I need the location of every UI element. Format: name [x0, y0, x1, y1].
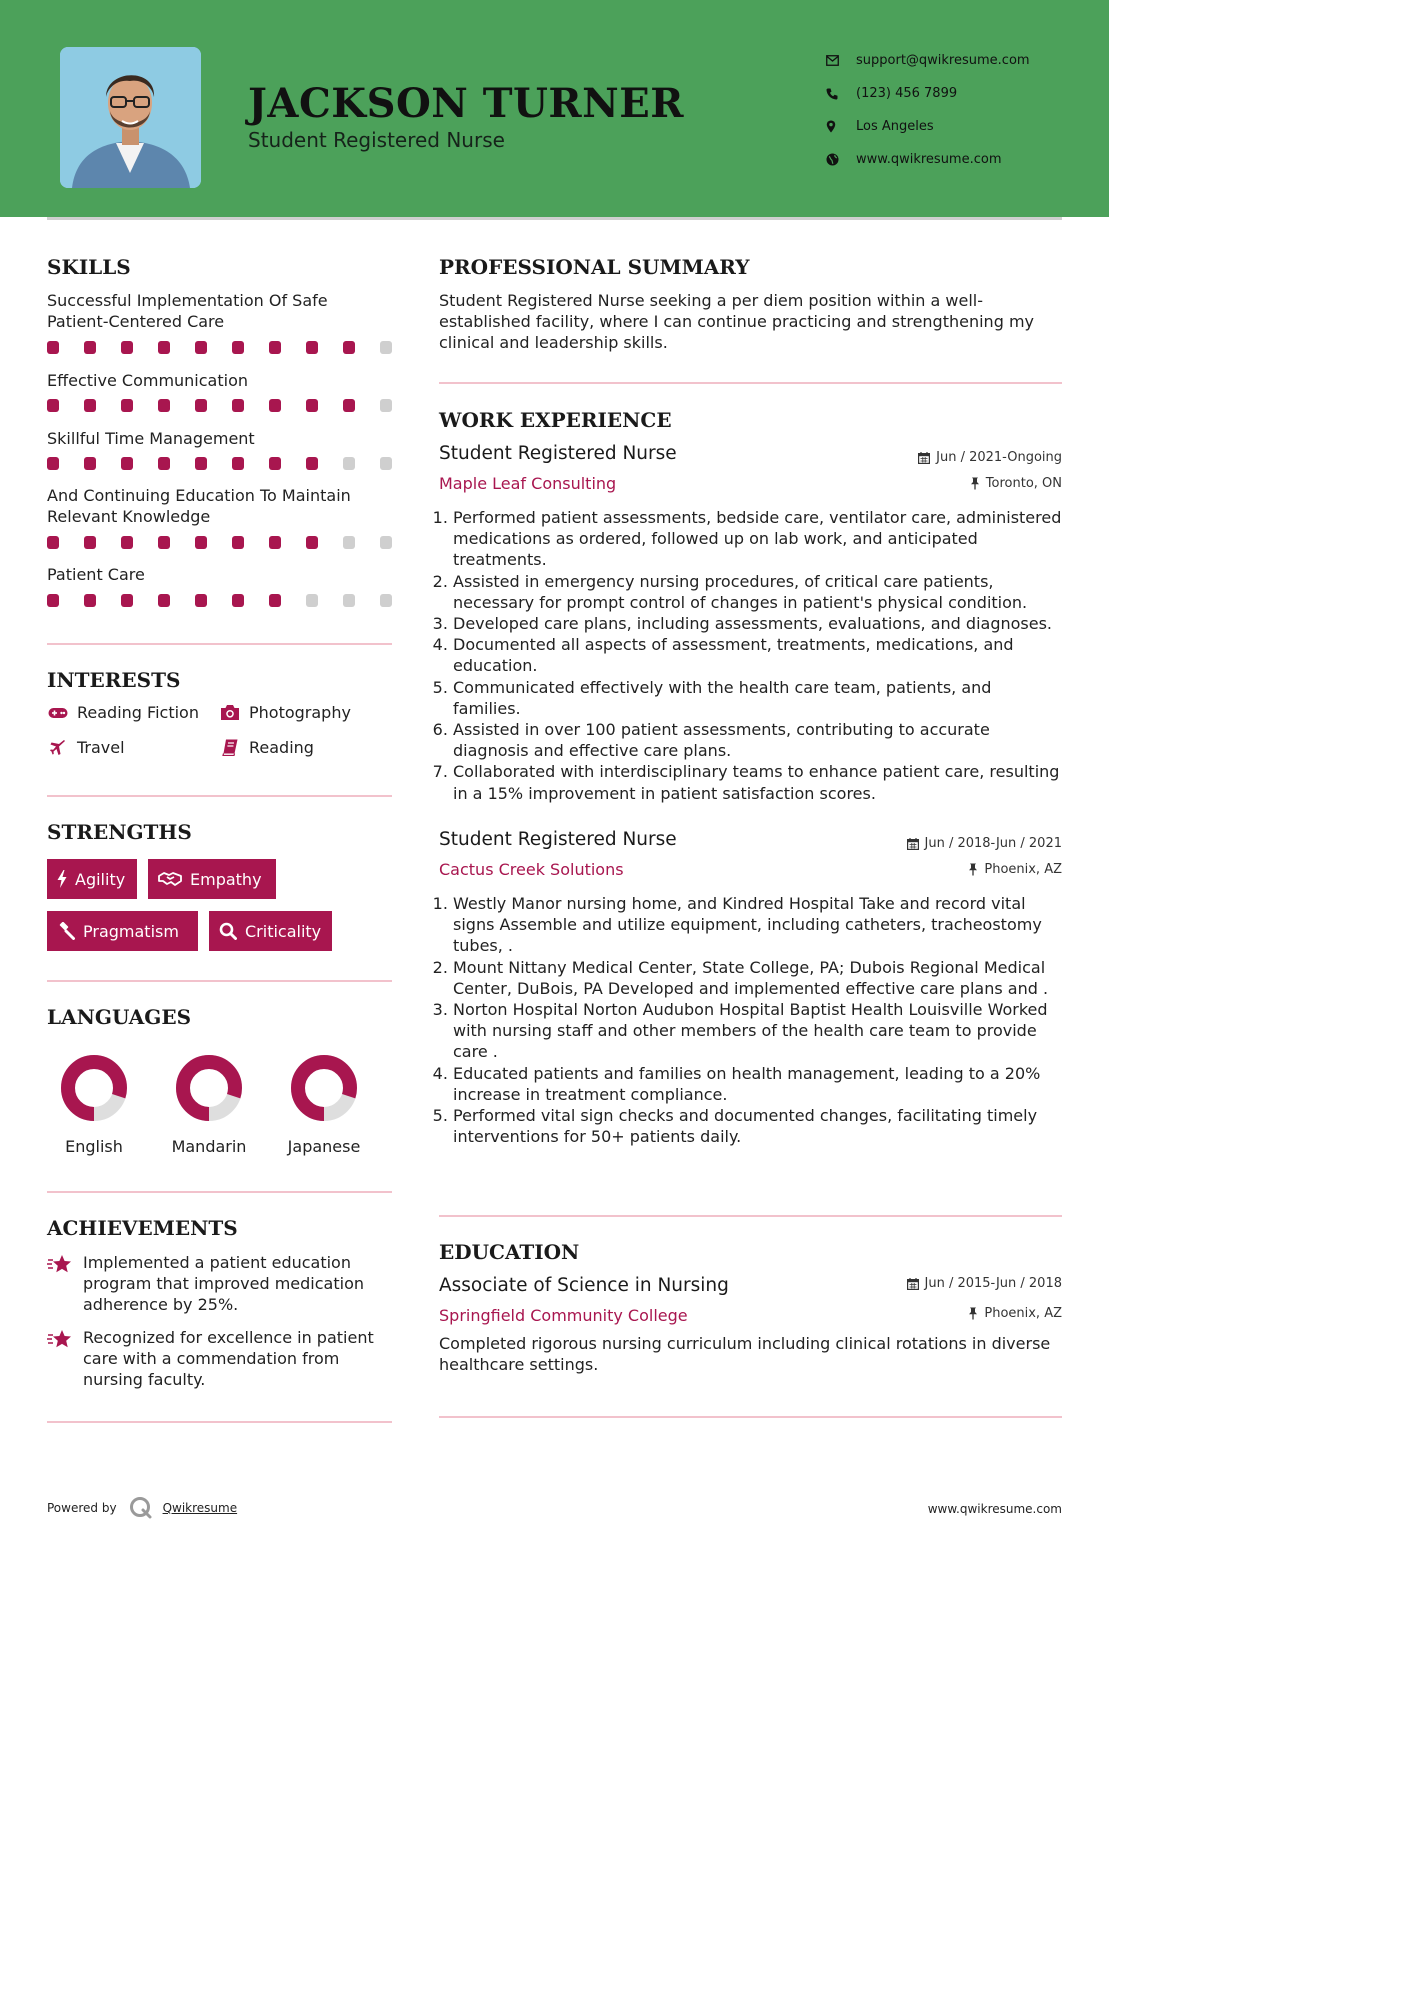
rating-dot-filled: [84, 594, 96, 607]
rating-dot-filled: [121, 399, 133, 412]
section-divider: [439, 1416, 1062, 1418]
language-item: Mandarin: [164, 1053, 254, 1156]
camera-icon: [219, 704, 241, 721]
rating-dot-filled: [195, 399, 207, 412]
profile-photo: [60, 47, 201, 188]
work-heading: WORK EXPERIENCE: [439, 408, 672, 432]
plane-icon: [47, 740, 69, 756]
book-icon: [219, 739, 241, 756]
contact-email[interactable]: support@qwikresume.com: [826, 44, 1030, 77]
rating-dot-empty: [380, 457, 392, 470]
skill-name: Effective Communication: [47, 371, 248, 390]
language-donut: [49, 1053, 139, 1123]
pushpin-icon: [968, 1307, 978, 1320]
rating-dot-empty: [343, 536, 355, 549]
duty-item: 3. Norton Hospital Norton Audubon Hospital Baptist Health Louisville Worked with nursing staff and other members of the health care team to provide care .: [453, 999, 1064, 1063]
bolt-icon: [57, 870, 67, 888]
company-name: Maple Leaf Consulting: [439, 474, 617, 493]
language-item: English: [49, 1053, 139, 1156]
skill-name: Skillful Time Management: [47, 429, 255, 448]
rating-dot-filled: [121, 536, 133, 549]
degree-title: Associate of Science in Nursing: [439, 1275, 729, 1296]
gavel-icon: [57, 922, 75, 940]
rating-dot-filled: [195, 594, 207, 607]
duty-item: 3. Developed care plans, including assessments, evaluations, and diagnoses.: [453, 613, 1064, 634]
rating-dot-filled: [47, 341, 59, 354]
interests-heading: INTERESTS: [47, 668, 181, 692]
strength-pill: Pragmatism: [47, 911, 198, 951]
duty-item: 6. Assisted in over 100 patient assessments, contributing to accurate diagnosis and effective care plans.: [453, 719, 1064, 761]
envelope-icon: [826, 55, 856, 66]
rating-dot-filled: [121, 594, 133, 607]
rating-dot-filled: [269, 399, 281, 412]
achievement-item: Recognized for excellence in patient care with a commendation from nursing faculty.: [47, 1327, 392, 1390]
rating-dot-filled: [232, 341, 244, 354]
rating-dot-filled: [343, 341, 355, 354]
section-divider: [47, 1191, 392, 1193]
rating-dot-filled: [158, 399, 170, 412]
skill-name: Successful Implementation Of Safe Patient-Centered Care: [47, 291, 328, 331]
duty-item: 1. Performed patient assessments, bedside care, ventilator care, administered medications as ordered, followed up on lab work, and anticipated treatments.: [453, 507, 1064, 571]
calendar-icon: [907, 838, 919, 850]
job-dates: Jun / 2018-Jun / 2021: [907, 836, 1063, 851]
rating-dot-filled: [269, 341, 281, 354]
star-award-icon: [47, 1252, 83, 1315]
skill-rating: [47, 594, 392, 607]
language-donut: [164, 1053, 254, 1123]
strengths-heading: STRENGTHS: [47, 820, 192, 844]
skill-name: And Continuing Education To Maintain Relevant Knowledge: [47, 486, 351, 526]
job-dates: Jun / 2021-Ongoing: [918, 450, 1062, 465]
rating-dot-empty: [380, 594, 392, 607]
education-dates: Jun / 2015-Jun / 2018: [907, 1276, 1063, 1291]
section-divider: [47, 795, 392, 797]
rating-dot-filled: [306, 399, 318, 412]
gamepad-icon: [47, 707, 69, 719]
rating-dot-filled: [84, 457, 96, 470]
handshake-icon: [158, 871, 182, 887]
interest-item: Reading: [219, 738, 314, 757]
contact-phone[interactable]: (123) 456 7899: [826, 77, 1030, 110]
rating-dot-filled: [232, 536, 244, 549]
education-location: Phoenix, AZ: [968, 1306, 1062, 1321]
interest-item: Travel: [47, 738, 125, 757]
job-duties: [439, 507, 1064, 804]
skill-rating: [47, 341, 392, 354]
search-icon: [219, 922, 237, 940]
qwikresume-logo-icon: [129, 1496, 153, 1520]
job-title: Student Registered Nurse: [439, 829, 677, 850]
rating-dot-filled: [84, 341, 96, 354]
pushpin-icon: [968, 863, 978, 876]
duty-item: 7. Collaborated with interdisciplinary teams to enhance patient care, resulting in a 15% improvement in patient satisfaction scores.: [453, 761, 1064, 803]
star-award-icon: [47, 1327, 83, 1390]
rating-dot-filled: [306, 341, 318, 354]
rating-dot-empty: [380, 341, 392, 354]
section-divider: [47, 980, 392, 982]
rating-dot-filled: [158, 457, 170, 470]
summary-text: Student Registered Nurse seeking a per diem position within a well-established facility, where I can continue practicing and strengthening my clinical and leadership skills.: [439, 291, 1034, 352]
skills-heading: SKILLS: [47, 255, 131, 279]
phone-icon: [826, 88, 856, 100]
section-divider: [439, 382, 1062, 384]
strength-pill: Criticality: [209, 911, 332, 951]
rating-dot-filled: [47, 457, 59, 470]
duty-item: 5. Performed vital sign checks and documented changes, facilitating timely interventions for 50+ patients daily.: [453, 1105, 1064, 1147]
strength-pill: Empathy: [148, 859, 276, 899]
header-banner: [0, 0, 1109, 217]
section-divider: [47, 1421, 392, 1423]
skill-rating: [47, 457, 392, 470]
contact-info: [826, 44, 1030, 176]
rating-dot-filled: [47, 536, 59, 549]
rating-dot-filled: [158, 341, 170, 354]
rating-dot-filled: [195, 457, 207, 470]
job-location: Phoenix, AZ: [968, 862, 1062, 877]
school-name: Springfield Community College: [439, 1306, 688, 1325]
rating-dot-filled: [84, 399, 96, 412]
rating-dot-filled: [158, 536, 170, 549]
education-description: Completed rigorous nursing curriculum including clinical rotations in diverse healthcare settings.: [439, 1334, 1051, 1374]
rating-dot-filled: [306, 457, 318, 470]
rating-dot-empty: [306, 594, 318, 607]
rating-dot-filled: [269, 457, 281, 470]
section-divider: [439, 1215, 1062, 1217]
duty-item: 2. Mount Nittany Medical Center, State College, PA; Dubois Regional Medical Center, DuBois, PA Developed and implemented effective care plans and .: [453, 957, 1064, 999]
language-donut: [279, 1053, 369, 1123]
duty-item: 4. Documented all aspects of assessment, treatments, medications, and education.: [453, 634, 1064, 676]
rating-dot-filled: [232, 399, 244, 412]
duty-item: 1. Westly Manor nursing home, and Kindred Hospital Take and record vital signs Assemble and utilize equipment, including catheters, tracheostomy tubes, .: [453, 893, 1064, 957]
header-divider: [47, 217, 1062, 220]
rating-dot-filled: [306, 536, 318, 549]
contact-website[interactable]: www.qwikresume.com: [826, 143, 1030, 176]
job-title: Student Registered Nurse: [439, 443, 677, 464]
job-duties: [439, 893, 1064, 1147]
calendar-icon: [907, 1278, 919, 1290]
duty-item: 2. Assisted in emergency nursing procedures, of critical care patients, necessary for prompt control of changes in patient's physical condition.: [453, 571, 1064, 613]
interest-item: Photography: [219, 703, 351, 722]
skill-name: Patient Care: [47, 565, 145, 584]
interest-item: Reading Fiction: [47, 703, 199, 722]
achievement-item: Implemented a patient education program that improved medication adherence by 25%.: [47, 1252, 392, 1315]
rating-dot-filled: [343, 399, 355, 412]
language-item: Japanese: [279, 1053, 369, 1156]
skill-rating: [47, 536, 392, 549]
contact-location: Los Angeles: [826, 110, 1030, 143]
achievements-heading: ACHIEVEMENTS: [47, 1216, 238, 1240]
rating-dot-filled: [158, 594, 170, 607]
rating-dot-filled: [121, 341, 133, 354]
rating-dot-filled: [121, 457, 133, 470]
footer-website[interactable]: www.qwikresume.com: [927, 1502, 1062, 1516]
rating-dot-empty: [343, 457, 355, 470]
pushpin-icon: [970, 477, 980, 490]
rating-dot-filled: [47, 399, 59, 412]
rating-dot-filled: [269, 536, 281, 549]
summary-heading: PROFESSIONAL SUMMARY: [439, 255, 750, 279]
rating-dot-empty: [380, 399, 392, 412]
job-location: Toronto, ON: [970, 476, 1062, 491]
rating-dot-filled: [195, 536, 207, 549]
rating-dot-filled: [269, 594, 281, 607]
rating-dot-filled: [47, 594, 59, 607]
rating-dot-filled: [84, 536, 96, 549]
calendar-icon: [918, 452, 930, 464]
section-divider: [47, 643, 392, 645]
rating-dot-empty: [380, 536, 392, 549]
education-heading: EDUCATION: [439, 1240, 580, 1264]
candidate-title: Student Registered Nurse: [248, 128, 505, 152]
candidate-name: JACKSON TURNER: [248, 80, 684, 127]
rating-dot-filled: [232, 457, 244, 470]
company-name: Cactus Creek Solutions: [439, 860, 624, 879]
qwikresume-link[interactable]: Qwikresume: [162, 1501, 238, 1515]
skill-rating: [47, 399, 392, 412]
duty-item: 4. Educated patients and families on health management, leading to a 20% increase in treatment compliance.: [453, 1063, 1064, 1105]
rating-dot-empty: [343, 594, 355, 607]
footer-powered-by: Powered by Qwikresume: [47, 1496, 237, 1520]
strength-pill: Agility: [47, 859, 137, 899]
rating-dot-filled: [195, 341, 207, 354]
duty-item: 5. Communicated effectively with the health care team, patients, and families.: [453, 677, 1064, 719]
globe-icon: [826, 153, 856, 166]
rating-dot-filled: [232, 594, 244, 607]
languages-heading: LANGUAGES: [47, 1005, 192, 1029]
location-pin-icon: [826, 120, 856, 133]
